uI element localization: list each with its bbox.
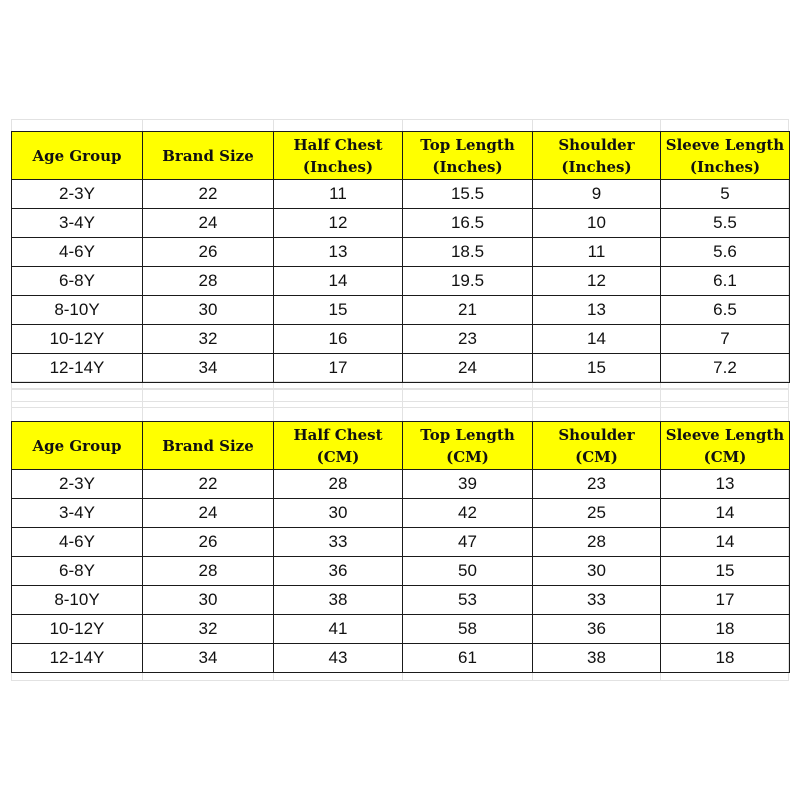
header-age-group <box>12 132 143 180</box>
header-sleeve-length <box>661 422 790 470</box>
cell-half-chest: 38 <box>274 586 403 615</box>
cell-age-group: 8-10Y <box>12 296 143 325</box>
gridline <box>11 680 789 681</box>
size-chart-inches <box>11 131 790 383</box>
cell-shoulder: 25 <box>533 499 661 528</box>
header-half-chest <box>274 132 403 180</box>
table-row <box>12 267 790 296</box>
cell-age-group: 6-8Y <box>12 267 143 296</box>
cell-brand-size: 26 <box>143 238 274 267</box>
gridline <box>11 401 789 402</box>
cell-age-group: 4-6Y <box>12 238 143 267</box>
header-text: (CM) <box>446 447 489 466</box>
cell-sleeve-length: 17 <box>661 586 790 615</box>
cell-top-length: 39 <box>403 470 533 499</box>
header-text: (Inches) <box>432 157 503 176</box>
size-chart-cm <box>11 421 790 673</box>
cell-sleeve-length: 13 <box>661 470 790 499</box>
header-text: (CM) <box>575 447 618 466</box>
header-text: Age Group <box>32 146 122 165</box>
cell-brand-size: 32 <box>143 615 274 644</box>
gridline <box>11 388 789 389</box>
cell-shoulder: 13 <box>533 296 661 325</box>
header-top-length <box>403 422 533 470</box>
cell-shoulder: 36 <box>533 615 661 644</box>
cell-half-chest: 30 <box>274 499 403 528</box>
cell-sleeve-length: 5.5 <box>661 209 790 238</box>
header-text: (CM) <box>316 447 360 466</box>
cell-half-chest: 43 <box>274 644 403 673</box>
table-row <box>12 354 790 383</box>
cell-half-chest: 16 <box>274 325 403 354</box>
cell-half-chest: 14 <box>274 267 403 296</box>
header-text: Top Length <box>420 425 515 444</box>
table-row <box>12 180 790 209</box>
cell-sleeve-length: 15 <box>661 557 790 586</box>
table-row <box>12 557 790 586</box>
cell-shoulder: 9 <box>533 180 661 209</box>
cell-age-group: 10-12Y <box>12 325 143 354</box>
header-text: Sleeve Length <box>665 135 785 154</box>
cell-age-group: 2-3Y <box>12 470 143 499</box>
header-shoulder <box>533 422 661 470</box>
cell-sleeve-length: 18 <box>661 615 790 644</box>
cell-shoulder: 10 <box>533 209 661 238</box>
cell-shoulder: 12 <box>533 267 661 296</box>
cell-age-group: 6-8Y <box>12 557 143 586</box>
cell-top-length: 24 <box>403 354 533 383</box>
header-half-chest <box>274 422 403 470</box>
cell-top-length: 47 <box>403 528 533 557</box>
header-text: Half Chest <box>293 425 383 444</box>
cell-brand-size: 28 <box>143 557 274 586</box>
cell-brand-size: 28 <box>143 267 274 296</box>
cell-brand-size: 24 <box>143 499 274 528</box>
cell-top-length: 53 <box>403 586 533 615</box>
table-row <box>12 499 790 528</box>
cell-brand-size: 26 <box>143 528 274 557</box>
header-text: (Inches) <box>561 157 632 176</box>
cell-shoulder: 33 <box>533 586 661 615</box>
header-brand-size <box>143 422 274 470</box>
table-row <box>12 296 790 325</box>
cell-age-group: 3-4Y <box>12 209 143 238</box>
header-text: (Inches) <box>302 157 374 176</box>
cell-shoulder: 30 <box>533 557 661 586</box>
cell-top-length: 42 <box>403 499 533 528</box>
cell-sleeve-length: 6.1 <box>661 267 790 296</box>
cell-age-group: 8-10Y <box>12 586 143 615</box>
cell-brand-size: 30 <box>143 586 274 615</box>
cell-half-chest: 15 <box>274 296 403 325</box>
header-sleeve-length <box>661 132 790 180</box>
header-text: (CM) <box>703 447 747 466</box>
cell-shoulder: 38 <box>533 644 661 673</box>
header-text: Brand Size <box>162 146 254 165</box>
cell-shoulder: 23 <box>533 470 661 499</box>
cell-top-length: 16.5 <box>403 209 533 238</box>
header-text: Top Length <box>420 135 515 154</box>
header-text: Sleeve Length <box>665 425 785 444</box>
cell-brand-size: 34 <box>143 644 274 673</box>
table-row <box>12 528 790 557</box>
cell-sleeve-length: 7 <box>661 325 790 354</box>
cell-sleeve-length: 14 <box>661 528 790 557</box>
cell-half-chest: 36 <box>274 557 403 586</box>
header-text: Age Group <box>32 436 122 455</box>
table-row <box>12 209 790 238</box>
cell-sleeve-length: 7.2 <box>661 354 790 383</box>
cell-top-length: 23 <box>403 325 533 354</box>
cell-age-group: 12-14Y <box>12 354 143 383</box>
cell-brand-size: 22 <box>143 180 274 209</box>
cell-half-chest: 28 <box>274 470 403 499</box>
cell-half-chest: 13 <box>274 238 403 267</box>
cell-sleeve-length: 5.6 <box>661 238 790 267</box>
header-row <box>12 422 790 470</box>
cell-half-chest: 41 <box>274 615 403 644</box>
cell-shoulder: 15 <box>533 354 661 383</box>
cell-brand-size: 32 <box>143 325 274 354</box>
header-text: Shoulder <box>558 425 635 444</box>
cell-age-group: 12-14Y <box>12 644 143 673</box>
cell-top-length: 50 <box>403 557 533 586</box>
header-age-group <box>12 422 143 470</box>
header-text: Shoulder <box>558 135 635 154</box>
table-row <box>12 238 790 267</box>
table-row <box>12 470 790 499</box>
cell-half-chest: 33 <box>274 528 403 557</box>
table-row <box>12 644 790 673</box>
cell-top-length: 21 <box>403 296 533 325</box>
cell-top-length: 58 <box>403 615 533 644</box>
cell-half-chest: 11 <box>274 180 403 209</box>
cell-brand-size: 30 <box>143 296 274 325</box>
gridline <box>11 119 789 120</box>
gridline <box>11 407 789 408</box>
header-shoulder <box>533 132 661 180</box>
table-row <box>12 615 790 644</box>
cell-age-group: 10-12Y <box>12 615 143 644</box>
table-row <box>12 325 790 354</box>
header-text: Half Chest <box>293 135 383 154</box>
cell-brand-size: 34 <box>143 354 274 383</box>
header-row <box>12 132 790 180</box>
table-row <box>12 586 790 615</box>
cell-top-length: 61 <box>403 644 533 673</box>
cell-age-group: 3-4Y <box>12 499 143 528</box>
cell-sleeve-length: 6.5 <box>661 296 790 325</box>
cell-top-length: 18.5 <box>403 238 533 267</box>
cell-shoulder: 28 <box>533 528 661 557</box>
cell-half-chest: 12 <box>274 209 403 238</box>
header-text: (Inches) <box>689 157 761 176</box>
cell-sleeve-length: 5 <box>661 180 790 209</box>
cell-age-group: 4-6Y <box>12 528 143 557</box>
gridline <box>11 389 789 390</box>
cell-brand-size: 24 <box>143 209 274 238</box>
cell-age-group: 2-3Y <box>12 180 143 209</box>
header-text: Brand Size <box>162 436 254 455</box>
cell-shoulder: 14 <box>533 325 661 354</box>
cell-shoulder: 11 <box>533 238 661 267</box>
cell-brand-size: 22 <box>143 470 274 499</box>
cell-sleeve-length: 14 <box>661 499 790 528</box>
header-top-length <box>403 132 533 180</box>
cell-top-length: 19.5 <box>403 267 533 296</box>
header-brand-size <box>143 132 274 180</box>
cell-top-length: 15.5 <box>403 180 533 209</box>
cell-half-chest: 17 <box>274 354 403 383</box>
cell-sleeve-length: 18 <box>661 644 790 673</box>
